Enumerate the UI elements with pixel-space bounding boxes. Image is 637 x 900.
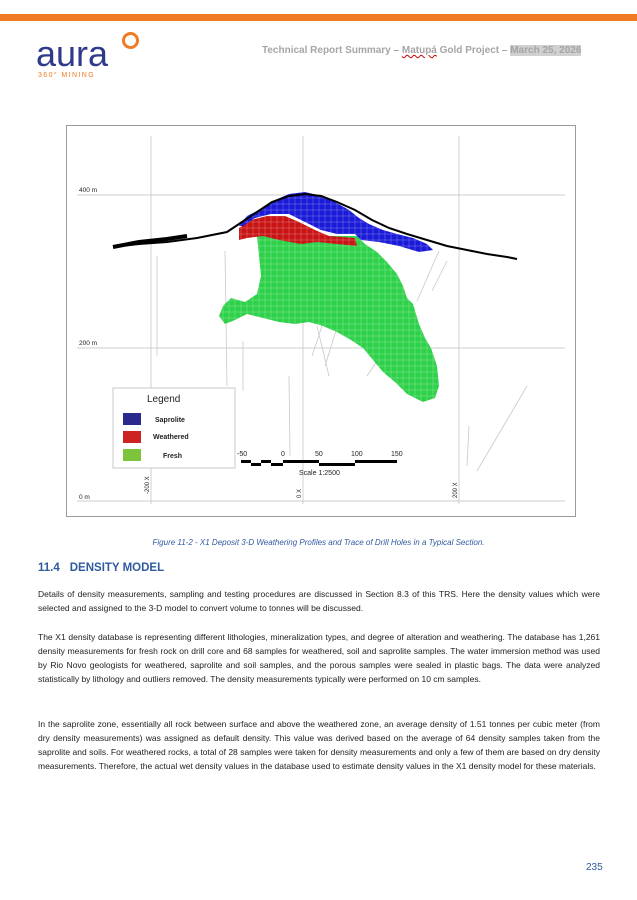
drill-trace <box>317 326 329 376</box>
legend-swatch-fresh <box>123 449 141 461</box>
scale-label: Scale 1:2500 <box>299 470 340 477</box>
fresh-rock-zone <box>219 236 439 402</box>
drill-trace <box>432 261 447 291</box>
legend-swatch-saprolite <box>123 413 141 425</box>
section-plot <box>67 126 575 516</box>
report-header <box>262 45 581 56</box>
elevation-label-0m: 0 m <box>79 494 90 501</box>
drill-trace <box>477 386 527 471</box>
paragraph: In the saprolite zone, essentially all rock between surface and above the weathered zone, an average density of 1.51 tonnes per cubic meter (from dry density measurements) was assigned as default density. This value was derived based on the average of 64 density samples taken from the saprolite and soils. For weathered rocks, a total of 28 samples were taken for density measurements and only a few of them are based on dry density measurements. Therefore, the actual wet density values in the database used to estimate density values in the X1 density model for these materials. <box>38 719 600 771</box>
scale-tick-label: 50 <box>315 451 323 458</box>
scale-segment <box>283 460 319 463</box>
drill-trace <box>417 251 439 301</box>
legend-swatch-weathered <box>123 431 141 443</box>
figure-caption: Figure 11-2 - X1 Deposit 3-D Weathering Profiles and Trace of Drill Holes in a Typical Section. <box>152 538 485 547</box>
weathering-profile-figure <box>66 125 576 517</box>
section-label-minus200: -200 X <box>145 476 151 494</box>
aura-logo <box>36 30 156 86</box>
logo-wordmark: aura <box>36 33 109 74</box>
logo-ring-icon <box>122 32 139 49</box>
paragraph: The X1 density database is representing different lithologies, mineralization types, and degree of alteration and weathering. The database has 1,261 density measurements for fresh rock on drill core and 68 samples for weathered, soil and saprolite samples. The water immersion method was used by Rio Novo geologists for weathered, saprolite and soil samples, and the porous samples were sealed in plastic bags. The data were analyzed statistically by lithology and outliers removed. The density measurements typically were performed on 10 cm samples. <box>38 632 600 684</box>
section-number: 11.4 <box>38 562 60 574</box>
fresh-rock-body <box>219 236 439 402</box>
logo-tagline: 360° MINING <box>38 72 96 79</box>
legend-label-saprolite: Saprolite <box>155 417 185 424</box>
elevation-label-200m: 200 m <box>79 340 98 347</box>
header-title-suffix: Gold Project – <box>436 45 511 56</box>
drill-trace <box>289 376 290 456</box>
header-date: March 25, 2026 <box>510 45 582 56</box>
scale-segment <box>251 463 261 466</box>
paragraph: Details of density measurements, sampling and testing procedures are discussed in Section 8.3 of this TRS. Here the density values which were selected and assigned to the 3-D model to convert volume to tonnes will be discussed. <box>38 589 600 613</box>
scale-tick-label: 150 <box>391 451 403 458</box>
legend <box>113 388 235 468</box>
drill-trace <box>467 426 469 466</box>
section-label-200: 200 X <box>453 482 459 498</box>
section-label-0: 0 X <box>297 488 303 498</box>
header-title-prefix: Technical Report Summary – <box>262 45 402 56</box>
scale-tick-label: 0 <box>281 451 285 458</box>
scale-bar <box>237 451 403 477</box>
scale-segment <box>271 463 283 466</box>
scale-segment <box>319 463 355 466</box>
section-title: DENSITY MODEL <box>69 562 165 574</box>
header-accent-bar <box>0 14 637 21</box>
scale-tick-label: -50 <box>237 451 248 458</box>
scale-segment <box>241 460 251 463</box>
page-number: 235 <box>586 862 603 873</box>
section-heading <box>38 562 174 574</box>
legend-label-fresh: Fresh <box>163 453 183 460</box>
scale-segment <box>261 460 271 463</box>
scale-tick-label: 100 <box>351 451 363 458</box>
legend-title: Legend <box>147 394 181 405</box>
header-project-name: Matupá <box>401 45 437 56</box>
elevation-label-400m: 400 m <box>79 187 98 194</box>
scale-segment <box>355 460 397 463</box>
legend-label-weathered: Weathered <box>153 434 189 441</box>
